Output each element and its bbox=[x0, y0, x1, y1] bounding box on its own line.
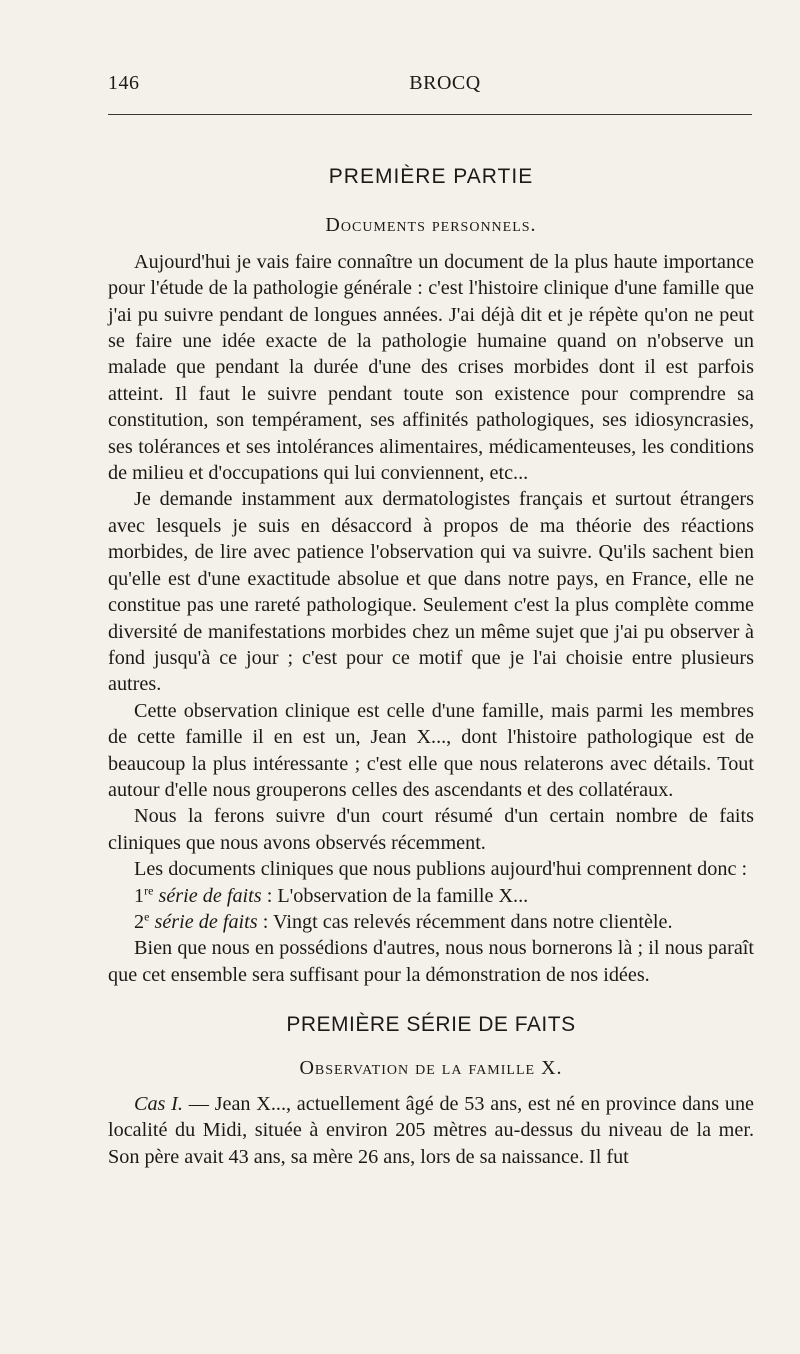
section-subtitle: Observation de la famille X. bbox=[299, 1056, 563, 1079]
paragraph: Les documents cliniques que nous publions aujourd'hui comprennent donc : bbox=[134, 858, 748, 881]
running-head bbox=[108, 72, 752, 98]
body-text bbox=[108, 160, 754, 1170]
paragraph: Je demande instamment aux dermatologistes français et surtout étrangers avec lesquels je suis en désaccord à propos de ma théorie des réactions morbides, de lire avec patience l'observation qui va suivre. Qu'ils sachent bien qu'elle est d'une exactitude absolue et que dans notre pays, en France, elle ne constitue pas une rareté pathologique. Seulement c'est la plus complète comme diversité de manifestations morbides chez un même sujet que j'ai pu observer à fond jusqu'à ce jour ; c'est pour ce motif que je l'ai choisie entre plusieurs autres. bbox=[108, 488, 754, 696]
series-item: 2e série de faits : Vingt cas relevés récemment dans notre clientèle. bbox=[134, 909, 673, 933]
paragraph: Aujourd'hui je vais faire connaître un document de la plus haute importance pour l'étude de la pathologie générale : c'est l'histoire clinique d'une famille que j'ai pu suivre pendant de longues années. J'ai déjà dit et je répète qu'on ne peut se faire une idée exacte de la pathologie humaine quand on n'observe un malade que pendant la durée d'une des crises morbides dont il est parfois atteint. Il faut le suivre pendant toute son existence pour comprendre sa constitution, son tempérament, ses affinités pathologiques, ses idiosyncrasies, ses tolérances et ses intolérances alimentaires, médicamenteuses, les conditions de milieu et d'occupations qui lui conviennent, etc... bbox=[108, 250, 754, 485]
page-number: 146 bbox=[108, 72, 140, 94]
part-subtitle: Documents personnels. bbox=[325, 214, 537, 237]
series-item: 1re série de faits : L'observation de la famille X... bbox=[134, 882, 529, 907]
section-title: PREMIÈRE SÉRIE DE FAITS bbox=[286, 1013, 576, 1037]
case-label: Cas I. bbox=[134, 1093, 183, 1115]
paragraph: Cette observation clinique est celle d'une famille, mais parmi les membres de cette famille il en est un, Jean X..., dont l'histoire pathologique est de beaucoup la plus intéressante ; c'est elle que nous relaterons avec détails. Tout autour d'elle nous grouperons celles des ascendants et des collatéraux. bbox=[108, 699, 754, 801]
part-title: PREMIÈRE PARTIE bbox=[328, 165, 534, 188]
paragraph: Bien que nous en possédions d'autres, nous nous bornerons là ; il nous paraît que cet ensemble sera suffisant pour la démonstration de nos idées. bbox=[108, 937, 754, 986]
running-title: BROCQ bbox=[409, 72, 481, 94]
case-paragraph: Cas I. — Jean X..., actuellement âgé de 53 ans, est né en province dans une localité du Midi, située à environ 205 mètres au-dessus du niveau de la mer. Son père avait 43 ans, sa mère 26 ans, lors de sa naissance. Il fut bbox=[108, 1093, 754, 1168]
header-rule bbox=[108, 114, 752, 115]
paragraph: Nous la ferons suivre d'un court résumé d'un certain nombre de faits cliniques que nous avons observés récemment. bbox=[108, 805, 754, 854]
